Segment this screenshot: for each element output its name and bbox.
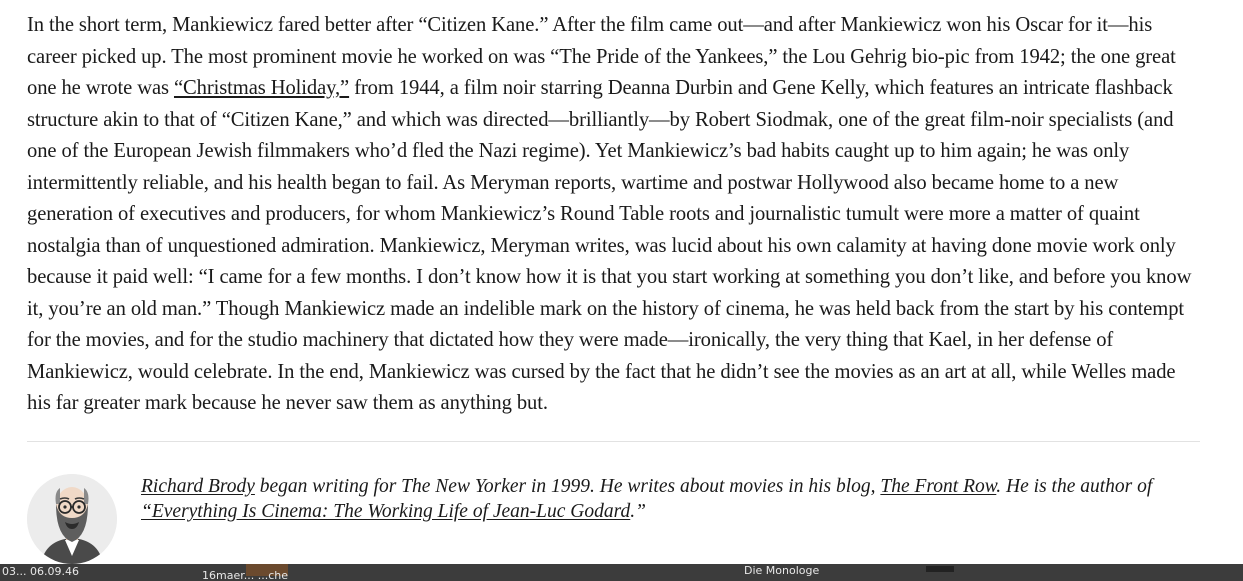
book-link[interactable]: “Everything Is Cinema: The Working Life of Jean-Luc Godard bbox=[141, 501, 631, 522]
christmas-holiday-link[interactable]: “Christmas Holiday,” bbox=[173, 77, 350, 99]
taskbar-item-file[interactable]: 16maer... ...che bbox=[202, 569, 288, 581]
section-divider bbox=[27, 441, 1200, 442]
author-bio-part2: . He is the author of bbox=[996, 476, 1153, 497]
article-paragraph bbox=[27, 10, 1202, 420]
paragraph-text-start: In the short term, Mankiewicz fared better after “Citizen Kane.” After the film came out—and after Mankiewicz won his Oscar for it—his career picked up. The most prominent movie he worked on was “The Pride of the Yankees,” the Lou Gehrig bio-pic from 1942; the one great one he wrote was bbox=[27, 14, 1176, 99]
author-bio-part1: began writing for The New Yorker in 1999. He writes about movies in his blog, bbox=[254, 476, 881, 497]
paragraph-text-end: from 1944, a film noir starring Deanna Durbin and Gene Kelly, which features an intricate flashback structure akin to that of “Citizen Kane,” and which was directed—brilliantly—by Robert Siodmak, one of the great film-noir specialists (and one of the European Jewish filmmakers who’d fled the Nazi regime). Yet Mankiewicz’s bad habits caught up to him again; he was only intermittently reliable, and his health began to fail. As Meryman reports, wartime and postwar Hollywood also became home to a new generation of executives and producers, for whom Mankiewicz’s Round Table roots and journalistic tumult were more a matter of quaint nostalgia than of unquestioned admiration. Mankiewicz, Meryman writes, was lucid about his own calamity at having done movie work only because it paid well: “I came for a few months. I don’t know how it is that you start working at something you don’t like, and before you know it, you’re an old man.” Though Mankiewicz made an indelible mark on the history of cinema, he was held back from the start by his contempt for the movies, and for the studio machinery that dictated how they were made—ironically, the very thing that Kael, in her defense of Mankiewicz, would celebrate. In the end, Mankiewicz was cursed by the fact that he didn’t see the movies as an art at all, while Welles made his far greater mark because he never saw them as anything but. bbox=[27, 77, 1192, 414]
taskbar-item-monologe[interactable]: Die Monologe bbox=[744, 564, 820, 577]
author-avatar-icon bbox=[27, 474, 117, 564]
author-bio-end: .” bbox=[630, 501, 646, 522]
os-taskbar bbox=[0, 564, 1243, 581]
author-bio-box bbox=[27, 474, 1200, 564]
blog-link[interactable]: The Front Row bbox=[880, 476, 997, 497]
author-avatar bbox=[27, 474, 117, 564]
taskbar-item-clock[interactable]: 03... 06.09.46 bbox=[2, 565, 79, 578]
taskbar-thumbnail-small[interactable] bbox=[926, 566, 954, 572]
author-bio-text bbox=[141, 474, 1161, 524]
author-name-link[interactable]: Richard Brody bbox=[141, 476, 255, 497]
